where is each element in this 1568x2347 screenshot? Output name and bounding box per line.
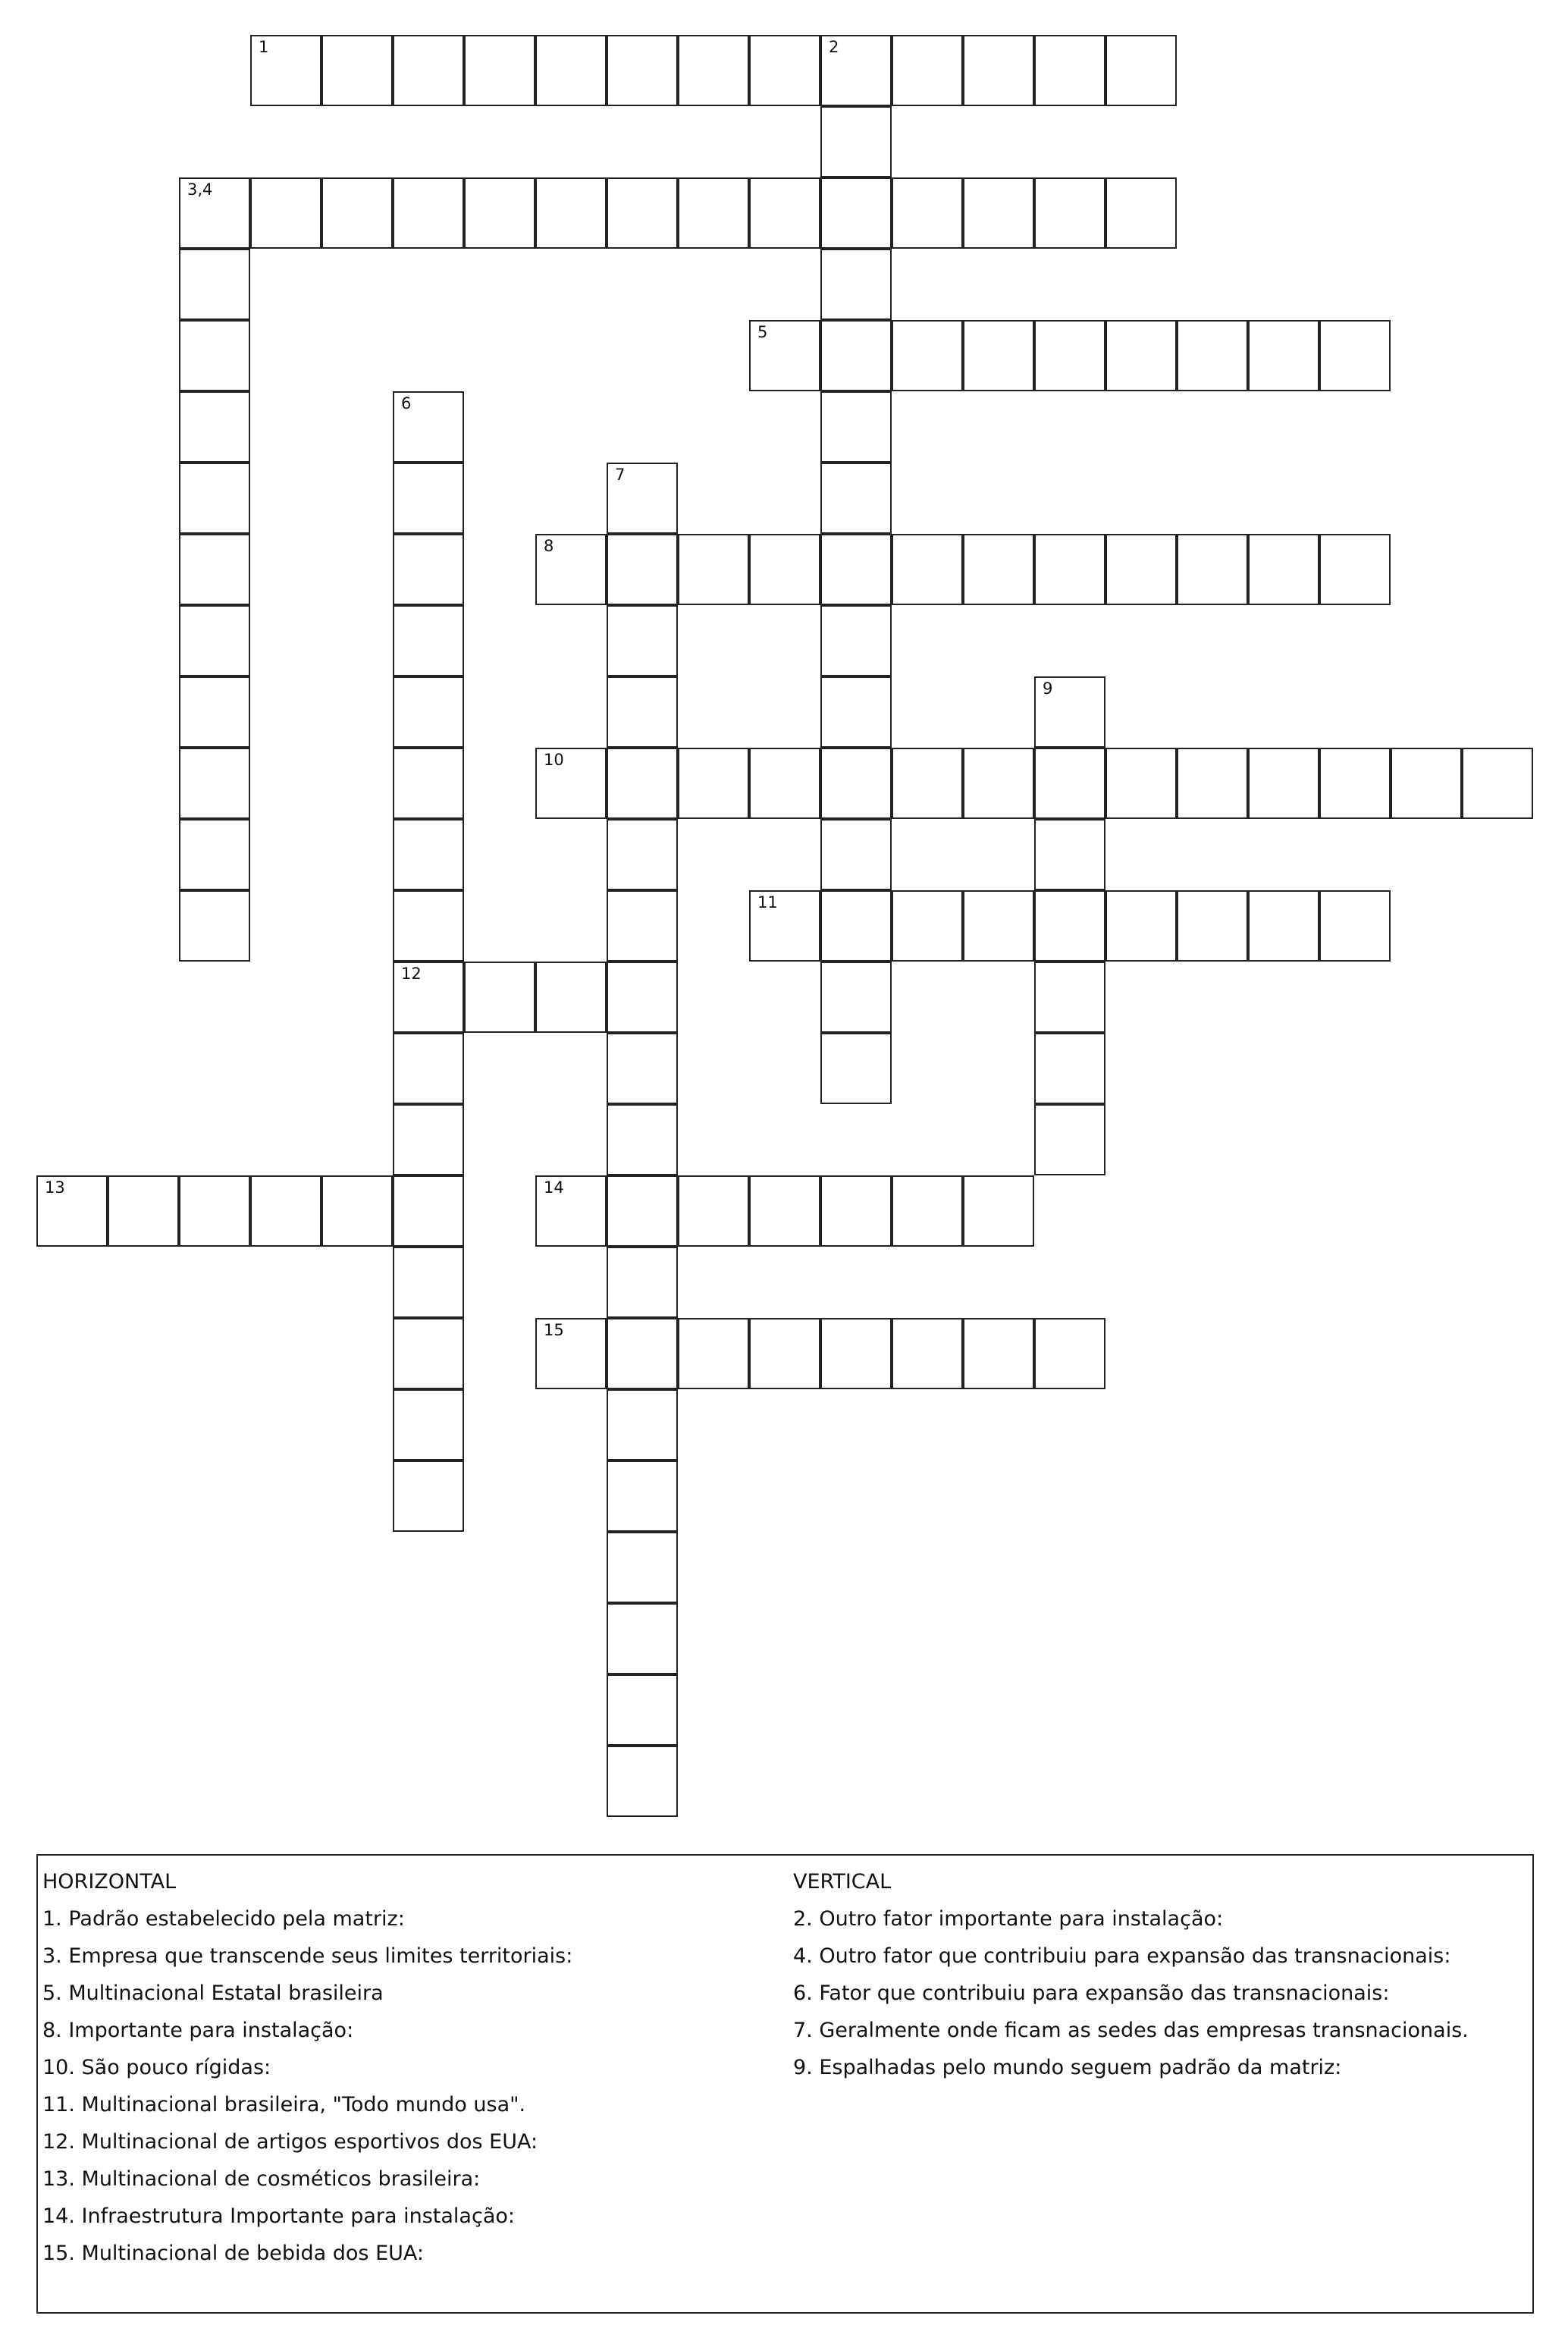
grid-cell[interactable] bbox=[607, 676, 678, 748]
horizontal-clues bbox=[42, 1863, 572, 2272]
clue-across-12: 12. Multinacional de artigos esportivos dos EUA: bbox=[42, 2130, 538, 2154]
clue-number: 13 bbox=[45, 1178, 65, 1197]
grid-cell[interactable] bbox=[820, 1318, 892, 1389]
grid-cell[interactable] bbox=[1248, 320, 1319, 391]
grid-cell[interactable] bbox=[607, 1247, 678, 1318]
grid-cell[interactable] bbox=[607, 463, 678, 534]
grid-cell[interactable] bbox=[820, 1175, 892, 1247]
vertical-clues bbox=[793, 1863, 1469, 2086]
grid-cell[interactable] bbox=[820, 962, 892, 1033]
grid-cell[interactable] bbox=[892, 177, 963, 249]
grid-cell[interactable] bbox=[963, 890, 1034, 962]
grid-cell[interactable] bbox=[1105, 35, 1177, 106]
clue-across-13: 13. Multinacional de cosméticos brasileira: bbox=[42, 2167, 481, 2191]
grid-cell[interactable] bbox=[464, 177, 535, 249]
grid-cell[interactable] bbox=[393, 1389, 464, 1461]
grid-cell[interactable] bbox=[535, 962, 607, 1033]
grid-cell[interactable] bbox=[820, 106, 892, 177]
grid-cell[interactable] bbox=[892, 1318, 963, 1389]
grid-cell[interactable] bbox=[678, 748, 749, 819]
grid-cell[interactable] bbox=[179, 1175, 250, 1247]
grid-cell[interactable] bbox=[749, 177, 820, 249]
grid-cell[interactable] bbox=[820, 35, 892, 106]
clue-across-11: 11. Multinacional brasileira, "Todo mundo usa". bbox=[42, 2093, 526, 2116]
grid-cell[interactable] bbox=[393, 463, 464, 534]
grid-cell[interactable] bbox=[250, 1175, 321, 1247]
grid-cell[interactable] bbox=[749, 320, 820, 391]
grid-cell[interactable] bbox=[393, 391, 464, 463]
grid-cell[interactable] bbox=[607, 177, 678, 249]
grid-cell[interactable] bbox=[678, 1175, 749, 1247]
grid-cell[interactable] bbox=[820, 320, 892, 391]
grid-cell[interactable] bbox=[1177, 748, 1248, 819]
grid-cell[interactable] bbox=[749, 35, 820, 106]
grid-cell[interactable] bbox=[1034, 1318, 1105, 1389]
clue-across-10: 10. São pouco rígidas: bbox=[42, 2056, 271, 2079]
grid-cell[interactable] bbox=[1248, 534, 1319, 605]
grid-cell[interactable] bbox=[179, 748, 250, 819]
grid-cell[interactable] bbox=[963, 320, 1034, 391]
grid-cell[interactable] bbox=[820, 748, 892, 819]
grid-cell[interactable] bbox=[179, 890, 250, 962]
grid-cell[interactable] bbox=[892, 534, 963, 605]
grid-cell[interactable] bbox=[393, 1175, 464, 1247]
grid-cell[interactable] bbox=[820, 391, 892, 463]
grid-cell[interactable] bbox=[1034, 748, 1105, 819]
grid-cell[interactable] bbox=[393, 35, 464, 106]
grid-cell[interactable] bbox=[678, 35, 749, 106]
grid-cell[interactable] bbox=[1177, 534, 1248, 605]
grid-cell[interactable] bbox=[963, 177, 1034, 249]
grid-cell[interactable] bbox=[749, 1318, 820, 1389]
grid-cell[interactable] bbox=[1391, 748, 1462, 819]
clue-number: 1 bbox=[259, 38, 269, 56]
grid-cell[interactable] bbox=[607, 1603, 678, 1674]
grid-cell[interactable] bbox=[607, 534, 678, 605]
grid-cell[interactable] bbox=[393, 1033, 464, 1104]
grid-cell[interactable] bbox=[820, 605, 892, 676]
clue-down-6: 6. Fator que contribuiu para expansão das transnacionais: bbox=[793, 1981, 1390, 2005]
grid-cell[interactable] bbox=[820, 890, 892, 962]
grid-cell[interactable] bbox=[1105, 320, 1177, 391]
grid-cell[interactable] bbox=[393, 1247, 464, 1318]
grid-cell[interactable] bbox=[1319, 890, 1391, 962]
grid-cell[interactable] bbox=[393, 605, 464, 676]
clue-number: 10 bbox=[544, 751, 564, 769]
grid-cell[interactable] bbox=[1034, 890, 1105, 962]
grid-cell[interactable] bbox=[108, 1175, 179, 1247]
grid-cell[interactable] bbox=[1248, 890, 1319, 962]
grid-cell[interactable] bbox=[393, 748, 464, 819]
grid-cell[interactable] bbox=[963, 1175, 1034, 1247]
grid-cell[interactable] bbox=[393, 890, 464, 962]
grid-cell[interactable] bbox=[820, 819, 892, 890]
clue-down-7: 7. Geralmente onde ficam as sedes das empresas transnacionais. bbox=[793, 2019, 1469, 2042]
grid-cell[interactable] bbox=[820, 463, 892, 534]
grid-cell[interactable] bbox=[535, 748, 607, 819]
grid-cell[interactable] bbox=[607, 1318, 678, 1389]
grid-cell[interactable] bbox=[179, 463, 250, 534]
grid-cell[interactable] bbox=[607, 890, 678, 962]
clue-across-3: 3. Empresa que transcende seus limites territoriais: bbox=[42, 1944, 573, 1968]
grid-cell[interactable] bbox=[607, 1746, 678, 1817]
vertical-heading: VERTICAL bbox=[793, 1870, 892, 1894]
grid-cell[interactable] bbox=[963, 748, 1034, 819]
grid-cell[interactable] bbox=[393, 962, 464, 1033]
clue-number: 7 bbox=[615, 466, 626, 484]
horizontal-heading: HORIZONTAL bbox=[42, 1870, 177, 1894]
grid-cell[interactable] bbox=[464, 35, 535, 106]
grid-cell[interactable] bbox=[820, 534, 892, 605]
grid-cell[interactable] bbox=[393, 1318, 464, 1389]
clue-down-9: 9. Espalhadas pelo mundo seguem padrão da matriz: bbox=[793, 2056, 1342, 2079]
clue-across-5: 5. Multinacional Estatal brasileira bbox=[42, 1981, 384, 2005]
grid-cell[interactable] bbox=[1034, 962, 1105, 1033]
grid-cell[interactable] bbox=[607, 1389, 678, 1461]
grid-cell[interactable] bbox=[1034, 35, 1105, 106]
grid-cell[interactable] bbox=[179, 605, 250, 676]
grid-cell[interactable] bbox=[179, 391, 250, 463]
grid-cell[interactable] bbox=[678, 177, 749, 249]
grid-cell[interactable] bbox=[535, 1175, 607, 1247]
grid-cell[interactable] bbox=[892, 890, 963, 962]
grid-cell[interactable] bbox=[1319, 534, 1391, 605]
grid-cell[interactable] bbox=[321, 177, 393, 249]
grid-cell[interactable] bbox=[179, 320, 250, 391]
grid-cell[interactable] bbox=[749, 1175, 820, 1247]
grid-cell[interactable] bbox=[1034, 1104, 1105, 1175]
clue-number: 2 bbox=[829, 38, 839, 56]
grid-cell[interactable] bbox=[179, 819, 250, 890]
clue-across-14: 14. Infraestrutura Importante para instalação: bbox=[42, 2204, 515, 2228]
clue-down-2: 2. Outro fator importante para instalação: bbox=[793, 1907, 1224, 1931]
clue-number: 12 bbox=[401, 965, 422, 983]
grid-cell[interactable] bbox=[1034, 534, 1105, 605]
clue-across-15: 15. Multinacional de bebida dos EUA: bbox=[42, 2242, 424, 2265]
grid-cell[interactable] bbox=[179, 534, 250, 605]
grid-cell[interactable] bbox=[892, 35, 963, 106]
clue-number: 8 bbox=[544, 537, 554, 555]
grid-cell[interactable] bbox=[820, 1033, 892, 1104]
grid-cell[interactable] bbox=[250, 35, 321, 106]
grid-cell[interactable] bbox=[1248, 748, 1319, 819]
grid-cell[interactable] bbox=[1177, 890, 1248, 962]
grid-cell[interactable] bbox=[179, 676, 250, 748]
clue-across-1: 1. Padrão estabelecido pela matriz: bbox=[42, 1907, 405, 1931]
grid-cell[interactable] bbox=[1177, 320, 1248, 391]
clue-across-8: 8. Importante para instalação: bbox=[42, 2019, 354, 2042]
grid-cell[interactable] bbox=[607, 35, 678, 106]
grid-cell[interactable] bbox=[393, 1104, 464, 1175]
grid-cell[interactable] bbox=[535, 35, 607, 106]
clue-number: 9 bbox=[1043, 679, 1053, 698]
grid-cell[interactable] bbox=[1105, 748, 1177, 819]
grid-cell[interactable] bbox=[535, 534, 607, 605]
grid-cell[interactable] bbox=[464, 962, 535, 1033]
grid-cell[interactable] bbox=[535, 177, 607, 249]
grid-cell[interactable] bbox=[607, 748, 678, 819]
grid-cell[interactable] bbox=[892, 320, 963, 391]
grid-cell[interactable] bbox=[36, 1175, 108, 1247]
grid-cell[interactable] bbox=[820, 177, 892, 249]
grid-cell[interactable] bbox=[1034, 819, 1105, 890]
clue-number: 15 bbox=[544, 1321, 564, 1339]
grid-cell[interactable] bbox=[393, 676, 464, 748]
grid-cell[interactable] bbox=[963, 1318, 1034, 1389]
grid-cell[interactable] bbox=[607, 1674, 678, 1746]
grid-cell[interactable] bbox=[607, 962, 678, 1033]
grid-cell[interactable] bbox=[250, 177, 321, 249]
clues-panel bbox=[36, 1854, 1534, 2314]
grid-cell[interactable] bbox=[179, 249, 250, 320]
grid-cell[interactable] bbox=[607, 1175, 678, 1247]
grid-cell[interactable] bbox=[393, 534, 464, 605]
grid-cell[interactable] bbox=[1462, 748, 1533, 819]
grid-cell[interactable] bbox=[963, 35, 1034, 106]
grid-cell[interactable] bbox=[607, 819, 678, 890]
grid-cell[interactable] bbox=[1034, 320, 1105, 391]
clue-number: 3,4 bbox=[187, 180, 213, 199]
grid-cell[interactable] bbox=[749, 890, 820, 962]
grid-cell[interactable] bbox=[535, 1318, 607, 1389]
grid-cell[interactable] bbox=[1319, 748, 1391, 819]
grid-cell[interactable] bbox=[393, 1461, 464, 1532]
grid-cell[interactable] bbox=[820, 676, 892, 748]
grid-cell[interactable] bbox=[1105, 177, 1177, 249]
grid-cell[interactable] bbox=[1319, 320, 1391, 391]
grid-cell[interactable] bbox=[1105, 890, 1177, 962]
grid-cell[interactable] bbox=[749, 748, 820, 819]
grid-cell[interactable] bbox=[1034, 1033, 1105, 1104]
clue-number: 11 bbox=[757, 893, 778, 912]
grid-cell[interactable] bbox=[1105, 534, 1177, 605]
grid-cell[interactable] bbox=[963, 534, 1034, 605]
grid-cell[interactable] bbox=[820, 249, 892, 320]
grid-cell[interactable] bbox=[393, 819, 464, 890]
grid-cell[interactable] bbox=[393, 177, 464, 249]
grid-cell[interactable] bbox=[179, 177, 250, 249]
clue-number: 6 bbox=[401, 394, 412, 413]
grid-cell[interactable] bbox=[892, 1175, 963, 1247]
grid-cell[interactable] bbox=[678, 534, 749, 605]
clue-number: 14 bbox=[544, 1178, 564, 1197]
clue-number: 5 bbox=[757, 323, 768, 341]
grid-cell[interactable] bbox=[321, 35, 393, 106]
grid-cell[interactable] bbox=[892, 748, 963, 819]
grid-cell[interactable] bbox=[607, 1461, 678, 1532]
grid-cell[interactable] bbox=[321, 1175, 393, 1247]
grid-cell[interactable] bbox=[607, 1033, 678, 1104]
grid-cell[interactable] bbox=[1034, 177, 1105, 249]
grid-cell[interactable] bbox=[1034, 676, 1105, 748]
grid-cell[interactable] bbox=[678, 1318, 749, 1389]
grid-cell[interactable] bbox=[607, 605, 678, 676]
grid-cell[interactable] bbox=[607, 1104, 678, 1175]
grid-cell[interactable] bbox=[749, 534, 820, 605]
clue-down-4: 4. Outro fator que contribuiu para expansão das transnacionais: bbox=[793, 1944, 1451, 1968]
grid-cell[interactable] bbox=[607, 1532, 678, 1603]
